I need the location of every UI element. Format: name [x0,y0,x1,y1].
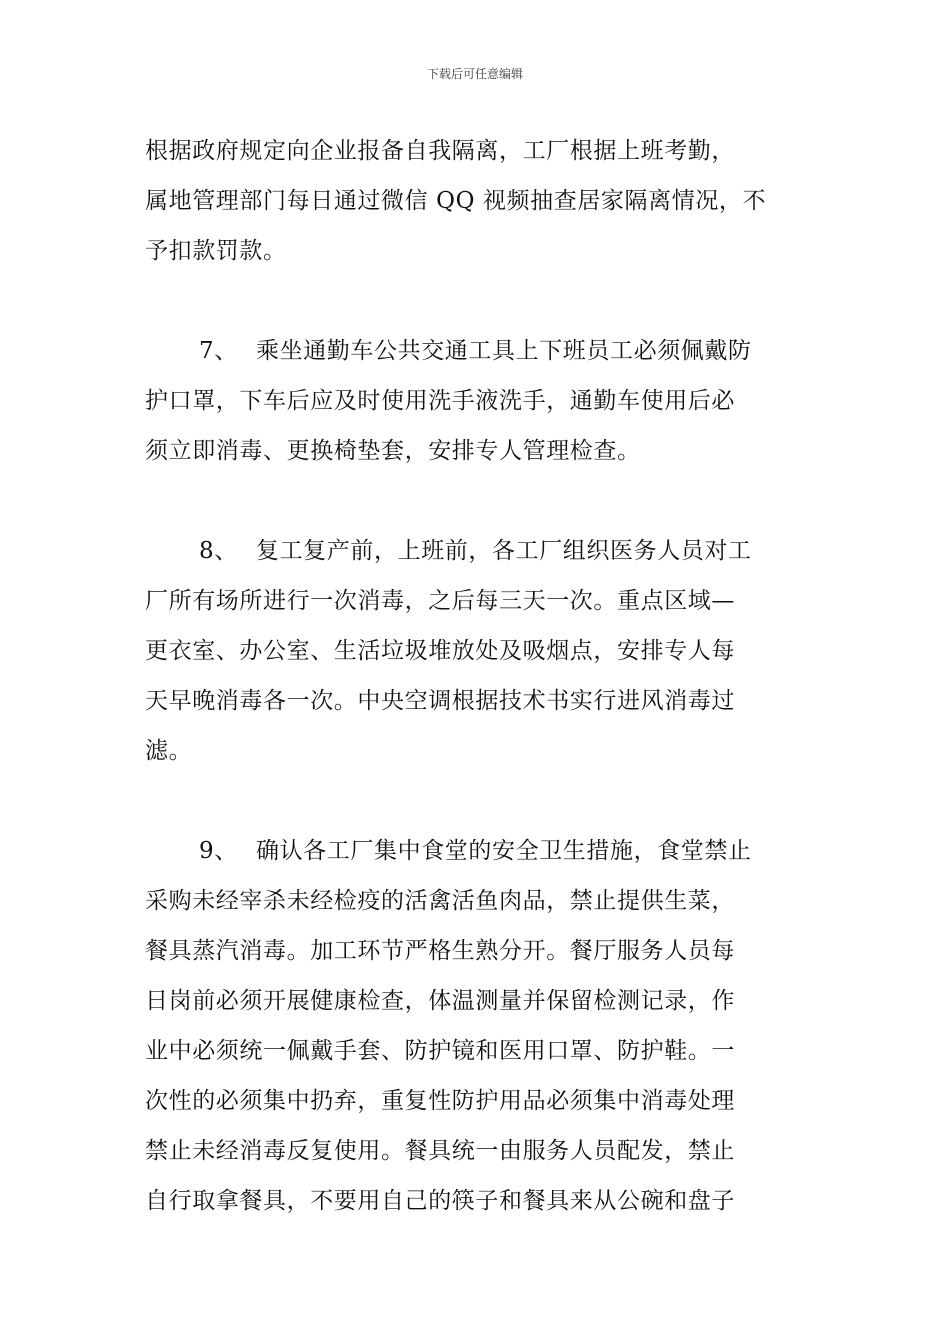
text-line: 予扣款罚款。 [145,238,287,264]
text-line: 业中必须统一佩戴手套、防护镜和医用口罩、防护鞋。一 [145,1038,735,1064]
page-header: 下载后可任意编辑 [426,67,523,81]
item-first-text: 复工复产前，上班前，各工厂组织医务人员对工 [256,538,752,564]
text-line: 自行取拿餐具，不要用自己的筷子和餐具来从公碗和盘子 [145,1188,735,1214]
text-line: 厂所有场所进行一次消毒，之后每三天一次。重点区域— [145,588,735,614]
text-line: 次性的必须集中扔弃，重复性防护用品必须集中消毒处理 [145,1088,735,1114]
list-item-7 [145,326,815,476]
text-line: 日岗前必须开展健康检查，体温测量并保留检测记录，作 [145,988,735,1014]
text-line: 更衣室、办公室、生活垃圾堆放处及吸烟点，安排专人每 [145,638,735,664]
text-line: 天早晚消毒各一次。中央空调根据技术书实行进风消毒过 [145,688,735,714]
item-first-line [145,826,815,876]
list-item-8 [145,526,815,776]
list-item-9 [145,826,815,1226]
text-line: 滤。 [145,738,193,764]
text-line: 禁止未经消毒反复使用。餐具统一由服务人员配发，禁止 [145,1138,735,1164]
text-line: 属地管理部门每日通过微信 QQ 视频抽查居家隔离情况，不 [145,188,767,214]
document-body [145,126,815,1226]
text-line: 须立即消毒、更换椅垫套，安排专人管理检查。 [145,438,641,464]
item-first-line [145,326,815,376]
text-line: 护口罩，下车后应及时使用洗手液洗手，通勤车使用后必 [145,388,735,414]
item-number: 8、 [199,538,238,564]
item-first-line [145,526,815,576]
item-number: 7、 [199,338,238,364]
item-first-text: 确认各工厂集中食堂的安全卫生措施，食堂禁止 [256,838,752,864]
text-line: 根据政府规定向企业报备自我隔离，工厂根据上班考勤， [145,138,735,164]
item-number: 9、 [199,838,238,864]
item-first-text: 乘坐通勤车公共交通工具上下班员工必须佩戴防 [256,338,752,364]
text-line: 采购未经宰杀未经检疫的活禽活鱼肉品，禁止提供生菜， [145,888,735,914]
paragraph-continuation [145,126,815,276]
text-line: 餐具蒸汽消毒。加工环节严格生熟分开。餐厅服务人员每 [145,938,735,964]
